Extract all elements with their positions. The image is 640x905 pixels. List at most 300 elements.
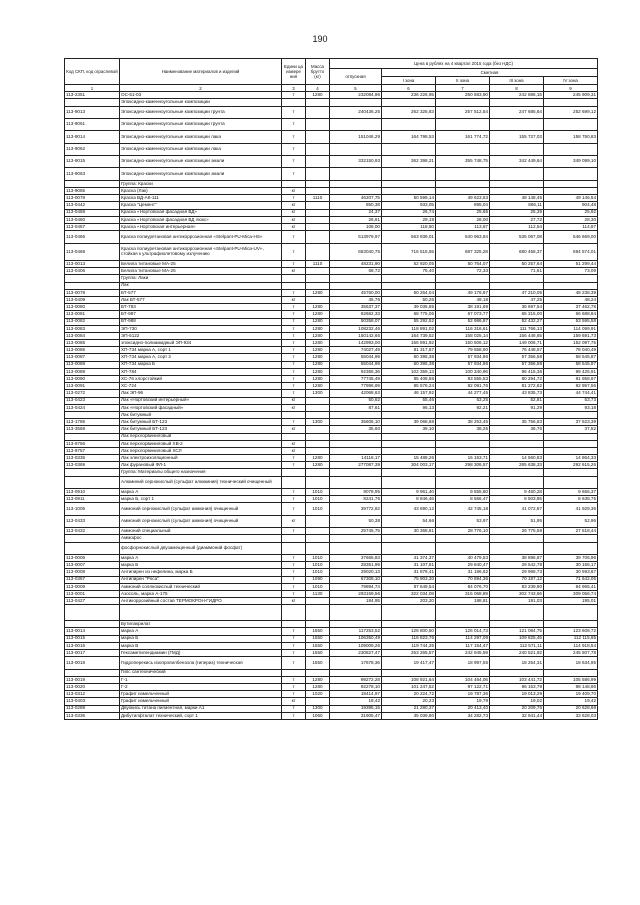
unit-of-measure: т xyxy=(282,528,306,535)
zone-3-price: 103 441,72 xyxy=(490,676,544,683)
gross-mass xyxy=(306,426,330,433)
zone-3-price: 156 448,65 xyxy=(490,332,544,339)
zone-4-price: 292 615,26 xyxy=(544,462,598,469)
gross-mass: 1280 xyxy=(306,455,330,462)
material-name: Лак битумный xyxy=(120,411,282,418)
unit-of-measure xyxy=(282,542,306,554)
unit-of-measure: кг xyxy=(282,216,306,223)
material-code: 113-9757 xyxy=(65,447,120,454)
zone-3-price xyxy=(490,605,544,621)
gross-mass xyxy=(306,598,330,605)
zone-3-price xyxy=(490,118,544,130)
table-body xyxy=(65,92,598,720)
zone-3-price: 155 727,03 xyxy=(490,131,544,143)
material-code xyxy=(65,669,120,676)
zone-3-price: 76 448,57 xyxy=(490,347,544,354)
zone-3-price: 8 503,85 xyxy=(490,496,544,503)
release-price xyxy=(330,469,382,476)
release-price: 108232,46 xyxy=(330,325,382,332)
gross-mass: 1300 xyxy=(306,390,330,397)
unit-of-measure: т xyxy=(282,650,306,657)
zone-3-price: 48 148,45 xyxy=(490,195,544,202)
material-code: 113-0272 xyxy=(65,390,120,397)
material-code: 113-0016 xyxy=(65,642,120,649)
table-row xyxy=(65,195,598,202)
zone-1-price: 75 903,30 xyxy=(382,576,436,583)
release-price: 68,72 xyxy=(330,268,382,275)
material-code: 113-0082 xyxy=(65,318,120,325)
material-name: Эпоксидно-каменноугольные композиции грунта xyxy=(120,106,282,118)
zone-4-price: 82 957,56 xyxy=(544,383,598,390)
zone-1-price: 55 292,52 xyxy=(382,318,436,325)
zone-1-price xyxy=(382,411,436,418)
zone-3-price: 20 209,76 xyxy=(490,705,544,712)
zone-4-price: 9 656,37 xyxy=(544,489,598,496)
unit-of-measure: кг xyxy=(282,426,306,433)
table-row xyxy=(65,535,598,542)
zone-3-price: 866,11 xyxy=(490,202,544,209)
zone-4-price: 93,18 xyxy=(544,404,598,411)
zone-2-price: 257 512,54 xyxy=(436,106,490,118)
unit-of-measure: т xyxy=(282,676,306,683)
zone-3-price xyxy=(490,99,544,106)
release-price: 50,38 xyxy=(330,515,382,527)
material-name: фосфорнокислый двузамещенный (диаммоний фосфат) xyxy=(120,542,282,554)
material-name: ХС-76 хлорстойкий xyxy=(120,376,282,383)
release-price xyxy=(330,275,382,282)
zone-2-price: 298 306,57 xyxy=(436,462,490,469)
zone-4-price: 158 750,83 xyxy=(544,131,598,143)
zone-3-price: 91,29 xyxy=(490,404,544,411)
material-code: 113-0084 xyxy=(65,332,120,339)
zone-1-price: 262 325,83 xyxy=(382,106,436,118)
column-number: 7 xyxy=(436,85,490,92)
material-name: Лак xyxy=(120,282,282,289)
zone-2-price: 28,00 xyxy=(436,216,490,223)
material-name: Лак битумный БТ-123 xyxy=(120,419,282,426)
material-code xyxy=(65,275,120,282)
zone-1-price: 50,26 xyxy=(382,296,436,303)
release-price: 14116,17 xyxy=(330,455,382,462)
zone-1-price xyxy=(382,118,436,130)
release-price: 62662,33 xyxy=(330,311,382,318)
gross-mass xyxy=(306,118,330,130)
gross-mass xyxy=(306,188,330,195)
material-name: Лак «Нортовский интерьерный» xyxy=(120,397,282,404)
material-code: 113-0086 xyxy=(65,347,120,354)
zone-2-price: 42 745,18 xyxy=(436,503,490,515)
material-name: БТ-783 xyxy=(120,304,282,311)
material-name: Краска «Нортовская интерьерная» xyxy=(120,223,282,230)
zone-1-price xyxy=(382,180,436,187)
zone-1-price: 81 317,67 xyxy=(382,347,436,354)
zone-4-price: 904,48 xyxy=(544,202,598,209)
zone-1-price: 304 003,17 xyxy=(382,462,436,469)
unit-of-measure: кг xyxy=(282,515,306,527)
zone-4-price: 48,24 xyxy=(544,296,598,303)
zone-2-price: 34 282,73 xyxy=(436,712,490,719)
table-row xyxy=(65,469,598,476)
zone-3-price: 19 013,29 xyxy=(490,691,544,698)
material-name: Группа: Материалы общего назначения xyxy=(120,469,282,476)
zone-3-price: 9 460,28 xyxy=(490,489,544,496)
zone-4-price: 49 146,54 xyxy=(544,195,598,202)
table-row xyxy=(65,156,598,168)
unit-of-measure: т xyxy=(282,496,306,503)
material-name: Краска «Нортовская фасадная ВД» xyxy=(120,209,282,216)
gross-mass xyxy=(306,180,330,187)
zone-2-price xyxy=(436,469,490,476)
zone-1-price: 85 576,24 xyxy=(382,383,436,390)
material-name: Бутилакрилат xyxy=(120,621,282,628)
zone-4-price xyxy=(544,275,598,282)
release-price: 35537,37 xyxy=(330,304,382,311)
zone-3-price: 25,39 xyxy=(490,209,544,216)
zone-4-price: 694 574,01 xyxy=(544,243,598,261)
table-row xyxy=(65,118,598,130)
zone-2-price: 18 997,55 xyxy=(436,657,490,669)
material-name: Лак ЭП-96 xyxy=(120,390,282,397)
unit-of-measure xyxy=(282,99,306,106)
material-code: 113-0335 xyxy=(65,455,120,462)
unit-of-measure: кг xyxy=(282,268,306,275)
table-row xyxy=(65,275,598,282)
zone-3-price: 36,76 xyxy=(490,426,544,433)
release-price: 31905,47 xyxy=(330,712,382,719)
column-numbers-row xyxy=(65,85,598,92)
zone-1-price xyxy=(382,447,436,454)
material-name: Краска (Лак) xyxy=(120,188,282,195)
zone-1-price: 54,66 xyxy=(382,515,436,527)
gross-mass: 1280 xyxy=(306,318,330,325)
material-code: 113-0008 xyxy=(65,569,120,576)
unit-of-measure: кг xyxy=(282,698,306,705)
table-row xyxy=(65,569,598,576)
zone-2-price: 92,21 xyxy=(436,404,490,411)
zone-4-price: 39 706,96 xyxy=(544,554,598,561)
zone-4-price xyxy=(544,282,598,289)
unit-of-measure: т xyxy=(282,361,306,368)
unit-of-measure: т xyxy=(282,489,306,496)
zone-4-price xyxy=(544,605,598,621)
table-row xyxy=(65,496,598,503)
gross-mass xyxy=(306,243,330,261)
zone-2-price: 25,65 xyxy=(436,209,490,216)
material-name: Краска ВД-АК-111 xyxy=(120,195,282,202)
release-price: 39772,82 xyxy=(330,503,382,515)
table-row xyxy=(65,188,598,195)
zone-3-price: 27,72 xyxy=(490,216,544,223)
release-price: 850,38 xyxy=(330,202,382,209)
material-name: Гексаметилендиамин (ГМД) xyxy=(120,650,282,657)
table-row xyxy=(65,404,598,411)
zone-1-price: 118 891,02 xyxy=(382,325,436,332)
zone-4-price xyxy=(544,188,598,195)
zone-4-price: 25,92 xyxy=(544,209,598,216)
gross-mass: 1010 xyxy=(306,496,330,503)
zone-1-price xyxy=(382,168,436,180)
gross-mass xyxy=(306,469,330,476)
column-number: 2 xyxy=(120,85,282,92)
zone-1-price xyxy=(382,535,436,542)
release-price: 92278,10 xyxy=(330,684,382,691)
release-price xyxy=(330,605,382,621)
zone-3-price: 26 775,58 xyxy=(490,528,544,535)
unit-of-measure: кг xyxy=(282,188,306,195)
material-name: Антипирен из нефелина, марка Б xyxy=(120,569,282,576)
gross-mass xyxy=(306,515,330,527)
zone-3-price: 43 835,73 xyxy=(490,390,544,397)
material-name: Краска полиуретановая антикоррозионная «Stelpant-PU-Mica-UV», стойкая к ультрафиолетовому излучению xyxy=(120,243,282,261)
zone-4-price: 51 299,44 xyxy=(544,261,598,268)
zone-3-price: 80 294,72 xyxy=(490,376,544,383)
header-estimate-group: Сметная xyxy=(382,69,598,77)
table-row xyxy=(65,282,598,289)
release-price xyxy=(330,621,382,628)
table-header xyxy=(65,59,598,92)
unit-of-measure: т xyxy=(282,390,306,397)
material-name: Г-1 xyxy=(120,676,282,683)
zone-3-price: 96 415,36 xyxy=(490,368,544,375)
zone-2-price: 8 566,47 xyxy=(436,496,490,503)
zone-3-price: 35 756,83 xyxy=(490,419,544,426)
material-name: марка А xyxy=(120,489,282,496)
gross-mass xyxy=(306,605,330,621)
table-row xyxy=(65,712,598,719)
zone-3-price: 240 521,92 xyxy=(490,650,544,657)
material-code: 113-0013 xyxy=(65,261,120,268)
release-price: 26,61 xyxy=(330,216,382,223)
zone-2-price: 70 894,36 xyxy=(436,576,490,583)
release-price xyxy=(330,118,382,130)
zone-1-price: 253 265,57 xyxy=(382,650,436,657)
gross-mass: 1010 xyxy=(306,554,330,561)
material-name: марка А xyxy=(120,628,282,635)
zone-4-price: 252 699,12 xyxy=(544,106,598,118)
material-code: 113-0080 xyxy=(65,304,120,311)
table-row xyxy=(65,419,598,426)
zone-3-price: 112,54 xyxy=(490,223,544,230)
zone-1-price: 75,40 xyxy=(382,268,436,275)
release-price: 50,62 xyxy=(330,397,382,404)
unit-of-measure: т xyxy=(282,304,306,311)
table-row xyxy=(65,209,598,216)
table-row xyxy=(65,92,598,99)
zone-2-price xyxy=(436,99,490,106)
table-row xyxy=(65,131,598,143)
zone-1-price: 20,23 xyxy=(382,698,436,705)
zone-2-price: 158 025,14 xyxy=(436,332,490,339)
material-code: 113-0460 xyxy=(65,216,120,223)
material-name: ХП-784 xyxy=(120,368,282,375)
zone-2-price: 38 191,69 xyxy=(436,304,490,311)
zone-4-price: 48 238,39 xyxy=(544,289,598,296)
table-row xyxy=(65,368,598,375)
release-price xyxy=(330,476,382,488)
gross-mass: 1280 xyxy=(306,383,330,390)
table-row xyxy=(65,621,598,628)
material-code: 113-9063 xyxy=(65,168,120,180)
material-code: 113-0006 xyxy=(65,554,120,561)
zone-2-price: 44 277,45 xyxy=(436,390,490,397)
material-name: ЭП-5122 xyxy=(120,332,282,339)
zone-2-price: 19,79 xyxy=(436,698,490,705)
zone-3-price: 52,81 xyxy=(490,397,544,404)
material-name: марка А xyxy=(120,554,282,561)
zone-2-price: 38 253,45 xyxy=(436,419,490,426)
zone-2-price: 19 787,36 xyxy=(436,691,490,698)
zone-2-price: 97 122,71 xyxy=(436,684,490,691)
material-name: БТ-988 xyxy=(120,318,282,325)
unit-of-measure xyxy=(282,669,306,676)
zone-4-price: 37 523,39 xyxy=(544,419,598,426)
zone-1-price xyxy=(382,476,436,488)
zone-2-price xyxy=(436,669,490,676)
zone-1-price xyxy=(382,669,436,676)
material-code: 113-0014 xyxy=(65,628,120,635)
zone-2-price: 29 840,47 xyxy=(436,562,490,569)
zone-2-price: 49,18 xyxy=(436,296,490,303)
material-name: Аммоний сернокислый (сульфат аммония) очищенный xyxy=(120,515,282,527)
gross-mass: 1110 xyxy=(306,195,330,202)
material-name: Азосоль, марка А-175 xyxy=(120,590,282,597)
zone-4-price: 44 744,41 xyxy=(544,390,598,397)
zone-2-price: 67 073,77 xyxy=(436,311,490,318)
gross-mass xyxy=(306,404,330,411)
release-price: 24,37 xyxy=(330,209,382,216)
material-name: Гипс сантехнический xyxy=(120,669,282,676)
unit-of-measure: т xyxy=(282,92,306,99)
zone-1-price: 31 878,41 xyxy=(382,569,436,576)
zone-4-price: 73,09 xyxy=(544,268,598,275)
zone-4-price: 112 115,65 xyxy=(544,635,598,642)
header-mass: Масса брутто (кг) xyxy=(306,59,330,85)
zone-2-price: 117 154,47 xyxy=(436,642,490,649)
material-name: Лак БТ-577 xyxy=(120,296,282,303)
release-price: 108,00 xyxy=(330,223,382,230)
zone-4-price: 66 688,84 xyxy=(544,311,598,318)
zone-4-price: 19 409,70 xyxy=(544,691,598,698)
header-code: Код СКП, код ограслевой xyxy=(65,59,120,85)
gross-mass: 1090 xyxy=(306,576,330,583)
zone-4-price: 152 097,75 xyxy=(544,340,598,347)
header-zone-3: III зона xyxy=(490,77,544,85)
material-name: Дибутилфталат технический, сорт 1 xyxy=(120,712,282,719)
unit-of-measure: т xyxy=(282,503,306,515)
zone-4-price: 19,42 xyxy=(544,698,598,705)
gross-mass: 1280 xyxy=(306,347,330,354)
material-code: 113-0427 xyxy=(65,598,120,605)
material-name: ХП-734 марка Б xyxy=(120,361,282,368)
zone-2-price: 28 776,10 xyxy=(436,528,490,535)
unit-of-measure xyxy=(282,411,306,418)
zone-4-price: 71 642,05 xyxy=(544,576,598,583)
material-name: ХП-734 марка А, сорт 2 xyxy=(120,354,282,361)
gross-mass xyxy=(306,216,330,223)
unit-of-measure xyxy=(282,535,306,542)
material-code: 113-0078 xyxy=(65,195,120,202)
material-code: 113-0467 xyxy=(65,223,120,230)
gross-mass: 1060 xyxy=(306,712,330,719)
zone-3-price: 47,25 xyxy=(490,296,544,303)
table-row xyxy=(65,347,598,354)
zone-3-price: 50 257,64 xyxy=(490,261,544,268)
unit-of-measure: т xyxy=(282,657,306,669)
table-row xyxy=(65,455,598,462)
zone-2-price: 104 484,06 xyxy=(436,676,490,683)
release-price xyxy=(330,143,382,155)
unit-of-measure: т xyxy=(282,231,306,243)
zone-1-price: 46 157,92 xyxy=(382,390,436,397)
release-price xyxy=(330,411,382,418)
material-code: 113-0289 xyxy=(65,705,120,712)
zone-3-price xyxy=(490,275,544,282)
zone-3-price: 121 084,75 xyxy=(490,628,544,635)
zone-1-price xyxy=(382,621,436,628)
zone-4-price: 105 586,99 xyxy=(544,676,598,683)
material-code: 113-2351 xyxy=(65,92,120,99)
zone-1-price: 118,50 xyxy=(382,223,436,230)
unit-of-measure xyxy=(282,433,306,440)
zone-1-price: 9 961,40 xyxy=(382,489,436,496)
material-name: Лак «Нортовский фасадный» xyxy=(120,404,282,411)
zone-2-price: 38,25 xyxy=(436,426,490,433)
material-code xyxy=(65,542,120,554)
zone-3-price: 109 825,45 xyxy=(490,635,544,642)
zone-1-price: 39,10 xyxy=(382,426,436,433)
release-price: 293159,56 xyxy=(330,590,382,597)
zone-2-price: 79 558,90 xyxy=(436,347,490,354)
zone-3-price: 149 006,71 xyxy=(490,340,544,347)
zone-4-price: 33 628,03 xyxy=(544,712,598,719)
material-name: эпоксидно-полиамидный ЭП-934 xyxy=(120,340,282,347)
zone-3-price: 29 542,78 xyxy=(490,562,544,569)
zone-4-price: 30 593,67 xyxy=(544,569,598,576)
zone-1-price: 68 775,06 xyxy=(382,311,436,318)
material-code: 113-0079 xyxy=(65,289,120,296)
zone-4-price: 159 691,73 xyxy=(544,332,598,339)
zone-4-price: 195,01 xyxy=(544,598,598,605)
material-code: 113-0424 xyxy=(65,404,120,411)
zone-1-price: 119 744,35 xyxy=(382,642,436,649)
zone-2-price: 315 068,89 xyxy=(436,590,490,597)
zone-2-price: 895,04 xyxy=(436,202,490,209)
column-number: 1 xyxy=(65,85,120,92)
zone-3-price: 71,61 xyxy=(490,268,544,275)
zone-4-price xyxy=(544,669,598,676)
release-price: 28351,99 xyxy=(330,562,382,569)
zone-3-price: 47 210,05 xyxy=(490,289,544,296)
material-code: 113-0468 xyxy=(65,243,120,261)
table-row xyxy=(65,503,598,515)
material-code: 113-9014 xyxy=(65,131,120,143)
material-code: 113-9062 xyxy=(65,143,120,155)
material-name: Эпоксидно-каменноугольные композиции эмали xyxy=(120,168,282,180)
material-code: 113-0406 xyxy=(65,268,120,275)
material-name: Группа: Лаки xyxy=(120,275,282,282)
zone-2-price xyxy=(436,447,490,454)
zone-1-price: 60 395,38 xyxy=(382,361,436,368)
table-row xyxy=(65,99,598,106)
zone-4-price: 28,30 xyxy=(544,216,598,223)
unit-of-measure: т xyxy=(282,143,306,155)
zone-4-price xyxy=(544,180,598,187)
unit-of-measure: т xyxy=(282,705,306,712)
unit-of-measure xyxy=(282,282,306,289)
gross-mass: 1300 xyxy=(306,705,330,712)
header-zone-1: I зона xyxy=(382,77,436,85)
table-row xyxy=(65,528,598,535)
